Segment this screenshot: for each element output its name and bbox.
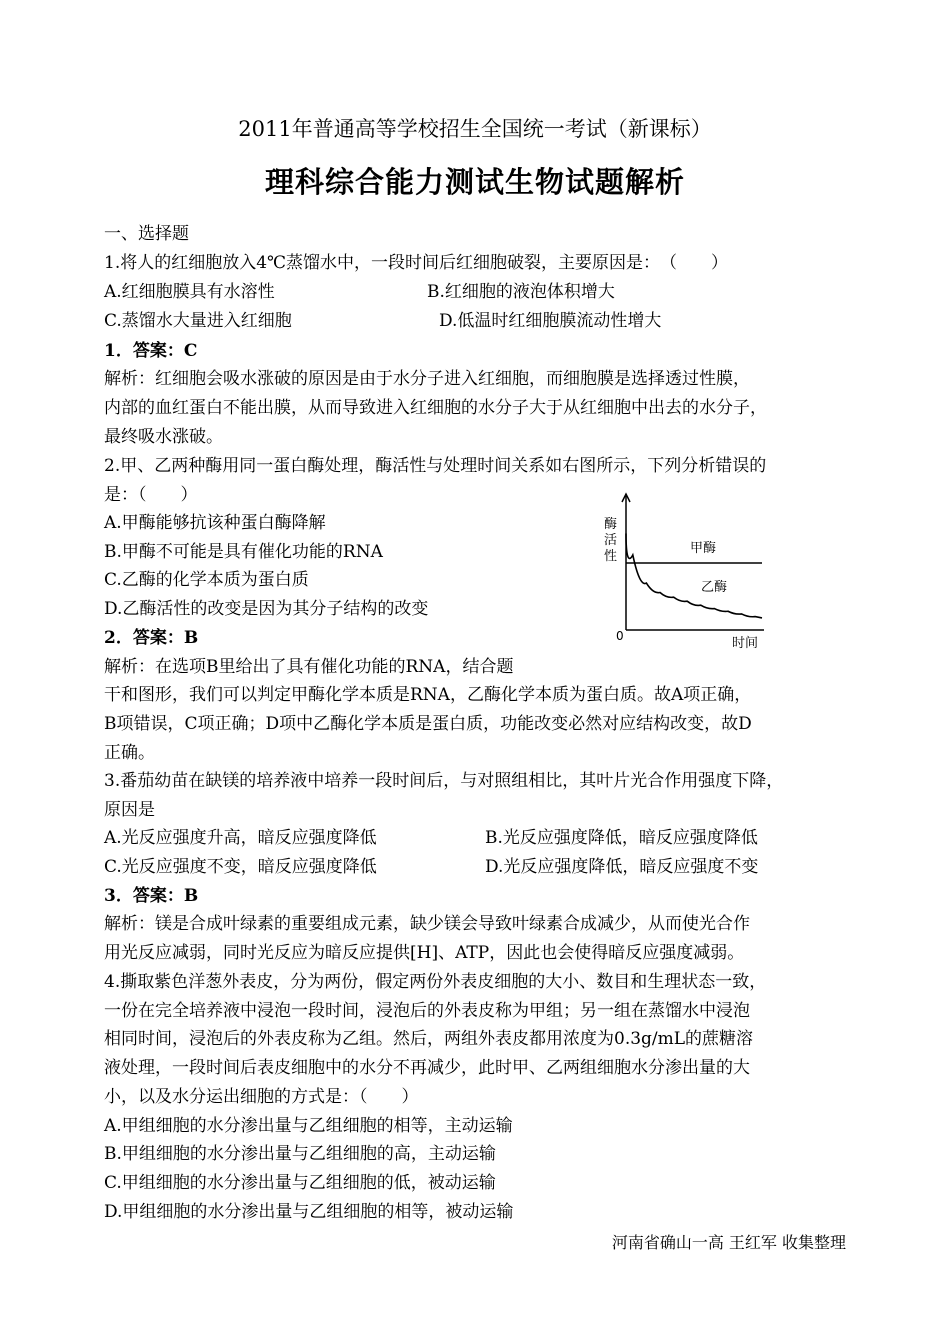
q2-stem-line: 2.甲、乙两种酶用同一蛋白酶处理，酶活性与处理时间关系如右图所示，下列分析错误的 — [104, 456, 767, 476]
series-label-jia: 甲酶 — [690, 541, 717, 556]
q2-answer-value: B — [183, 628, 199, 648]
q4-stem-line: 一份在完全培养液中浸泡一段时间，浸泡后的外表皮称为甲组；另一组在蒸馏水中浸泡 — [104, 1001, 750, 1021]
q3-answer-value: B — [183, 886, 199, 906]
q4-stem-line: 4.撕取紫色洋葱外表皮，分为两份，假定两份外表皮细胞的大小、数目和生理状态一致， — [104, 972, 767, 992]
q1-analysis-line: 内部的血红蛋白不能出膜，从而导致进入红细胞的水分子大于从红细胞中出去的水分子， — [104, 398, 767, 418]
q2-stem-line: 是：（ ） — [104, 485, 198, 505]
q2-answer-label: 2．答案： — [104, 628, 184, 648]
x-axis-label: 时间 — [732, 636, 759, 651]
q2-option-d: D.乙酶活性的改变是因为其分子结构的改变 — [104, 599, 429, 619]
q3-answer-label: 3．答案： — [104, 886, 184, 906]
section-heading: 一、选择题 — [104, 224, 189, 244]
origin-label: 0 — [616, 629, 624, 643]
q4-stem-line: 液处理，一段时间后表皮细胞中的水分不再减少，此时甲、乙两组细胞水分渗出量的大 — [104, 1058, 750, 1078]
q4-stem-line: 小，以及水分运出细胞的方式是：（ ） — [104, 1087, 419, 1107]
enzyme-activity-chart — [596, 488, 776, 652]
q1-answer-label: 1．答案： — [104, 341, 184, 361]
q4-option-c: C.甲组细胞的水分渗出量与乙组细胞的低，被动运输 — [104, 1173, 496, 1193]
q3-option-a: A.光反应强度升高，暗反应强度降低 — [104, 828, 377, 848]
q3-option-d: D.光反应强度降低，暗反应强度不变 — [485, 857, 759, 877]
exam-title-line1: 2011年普通高等学校招生全国统一考试（新课标） — [238, 117, 712, 141]
q3-answer — [104, 884, 198, 908]
q2-analysis-line: 正确。 — [104, 743, 155, 763]
q4-option-d: D.甲组细胞的水分渗出量与乙组细胞的相等，被动运输 — [104, 1202, 514, 1222]
q1-option-b: B.红细胞的液泡体积增大 — [427, 282, 615, 302]
q1-stem: 1.将人的红细胞放入4℃蒸馏水中，一段时间后红细胞破裂，主要原因是： （ ） — [104, 253, 729, 273]
q2-analysis-line: B项错误，C项正确；D项中乙酶化学本质是蛋白质，功能改变必然对应结构改变，故D — [104, 714, 752, 734]
q1-answer — [104, 339, 197, 363]
q3-option-c: C.光反应强度不变，暗反应强度降低 — [104, 857, 377, 877]
q3-analysis-line: 用光反应减弱，同时光反应为暗反应提供[H]、ATP，因此也会使得暗反应强度减弱。 — [104, 943, 745, 963]
q3-option-b: B.光反应强度降低，暗反应强度降低 — [485, 828, 758, 848]
q2-option-c: C.乙酶的化学本质为蛋白质 — [104, 570, 309, 590]
q1-option-d: D.低温时红细胞膜流动性增大 — [439, 311, 662, 331]
q4-option-a: A.甲组细胞的水分渗出量与乙组细胞的相等，主动运输 — [104, 1116, 513, 1136]
q2-answer — [104, 626, 198, 650]
y-axis-label-char: 活 — [604, 533, 618, 548]
q1-answer-value: C — [183, 341, 198, 361]
q4-option-b: B.甲组细胞的水分渗出量与乙组细胞的高，主动运输 — [104, 1144, 496, 1164]
q2-option-b: B.甲酶不可能是具有催化功能的RNA — [104, 542, 383, 562]
y-axis-label-char: 性 — [604, 549, 618, 564]
q1-option-a: A.红细胞膜具有水溶性 — [104, 282, 275, 302]
q1-analysis-line: 最终吸水涨破。 — [104, 427, 223, 447]
q3-stem-line: 3.番茄幼苗在缺镁的培养液中培养一段时间后，与对照组相比，其叶片光合作用强度下降， — [104, 771, 784, 791]
q2-analysis-line: 解析：在选项B里给出了具有催化功能的RNA，结合题 — [104, 657, 514, 677]
q2-option-a: A.甲酶能够抗该种蛋白酶降解 — [104, 513, 326, 533]
q1-option-c: C.蒸馏水大量进入红细胞 — [104, 311, 292, 331]
series-label-yi: 乙酶 — [701, 580, 728, 595]
footer-credit: 河南省确山一高 王红军 收集整理 — [611, 1233, 846, 1252]
q3-stem-line: 原因是 — [104, 800, 155, 820]
q1-analysis-line: 解析：红细胞会吸水涨破的原因是由于水分子进入红细胞，而细胞膜是选择透过性膜， — [104, 369, 750, 389]
q4-stem-line: 相同时间，浸泡后的外表皮称为乙组。然后，两组外表皮都用浓度为0.3g/mL的蔗糖溶 — [104, 1029, 754, 1049]
q3-analysis-line: 解析：镁是合成叶绿素的重要组成元素，缺少镁会导致叶绿素合成减少，从而使光合作 — [104, 914, 750, 934]
y-axis-label-char: 酶 — [604, 517, 618, 532]
exam-title-line2: 理科综合能力测试生物试题解析 — [264, 165, 685, 199]
q2-analysis-line: 干和图形，我们可以判定甲酶化学本质是RNA，乙酶化学本质为蛋白质。故A项正确， — [104, 685, 752, 705]
